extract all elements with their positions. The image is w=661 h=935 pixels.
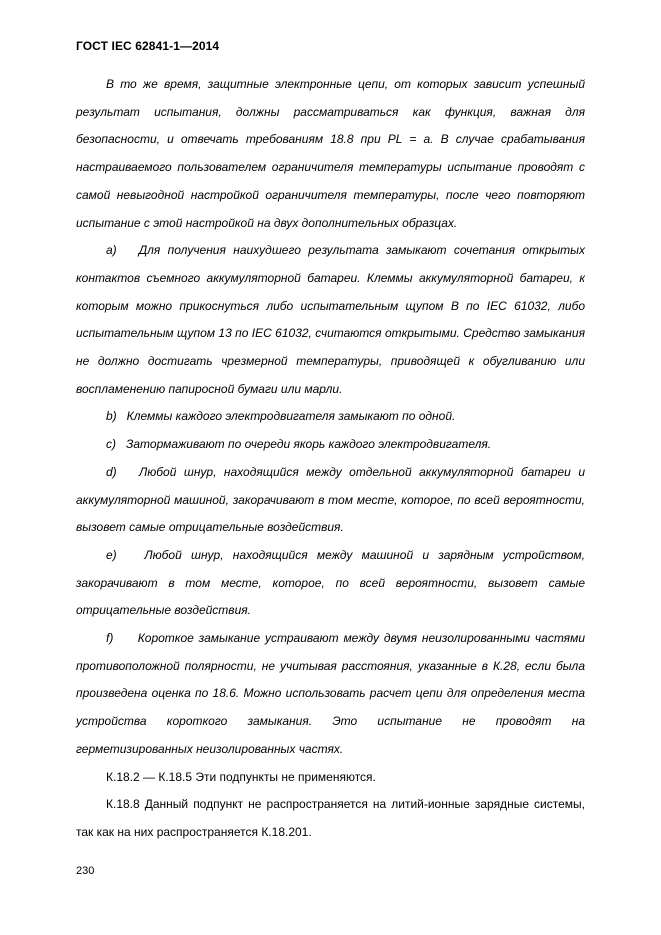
paragraph-item-e: e) Любой шнур, находящийся между машиной и зарядным устройством, закорачивают в том месте, которое, по всей вероятности, вызовет самые отрицательные воздействия. — [76, 547, 585, 618]
document-body — [76, 71, 585, 847]
paragraph-item-a: a) Для получения наихудшего результата замыкают сочетания открытых контактов съемного аккумуляторной батареи. Клеммы аккумуляторной батареи, к которым можно прикоснуться либо испытательным щупом B по IEC 61032, либо испытательным щупом 13 по IEC 61032, считаются открытыми. Средство замыкания не должно достигать чрезмерной температуры, приводящей к обугливанию или воспламенению папиросной бумаги или марли. — [76, 243, 585, 396]
paragraph-k18-2-k18-5: К.18.2 — К.18.5 Эти подпункты не применяются. — [106, 769, 376, 784]
paragraph-protective-circuits: В то же время, защитные электронные цепи, от которых зависит успешный результат испытания, должны рассматриваться как функция, важная для безопасности, и отвечать требованиям 18.8 при PL = a. В случае срабатывания настраиваемого пользователем ограничителя температуры испытание проводят с самой невыгодной настройкой ограничителя температуры, после чего повторяют испытание с этой настройкой на двух дополнительных образцах. — [76, 77, 585, 230]
paragraph-item-d: d) Любой шнур, находящийся между отдельной аккумуляторной батареи и аккумуляторной машиной, закорачивают в том месте, которое, по всей вероятности, вызовет самые отрицательные воздействия. — [76, 464, 585, 535]
paragraph-k18-8: К.18.8 Данный подпункт не распространяется на литий-ионные зарядные системы, так как на них распространяется К.18.201. — [76, 797, 585, 839]
document-header: ГОСТ IEC 62841-1—2014 — [76, 39, 220, 53]
paragraph-item-c: c) Затормаживают по очереди якорь каждого электродвигателя. — [106, 437, 492, 452]
page-number: 230 — [76, 865, 95, 877]
paragraph-item-b: b) Клеммы каждого электродвигателя замыкают по одной. — [106, 409, 456, 424]
paragraph-item-f: f) Короткое замыкание устраивают между двумя неизолированными частями противоположной полярности, не учитывая расстояния, указанные в К.28, если была произведена оценка по 18.6. Можно использовать расчет цепи для определения места устройства короткого замыкания. Это испытание не проводят на герметизированных неизолированных частях. — [76, 631, 585, 756]
